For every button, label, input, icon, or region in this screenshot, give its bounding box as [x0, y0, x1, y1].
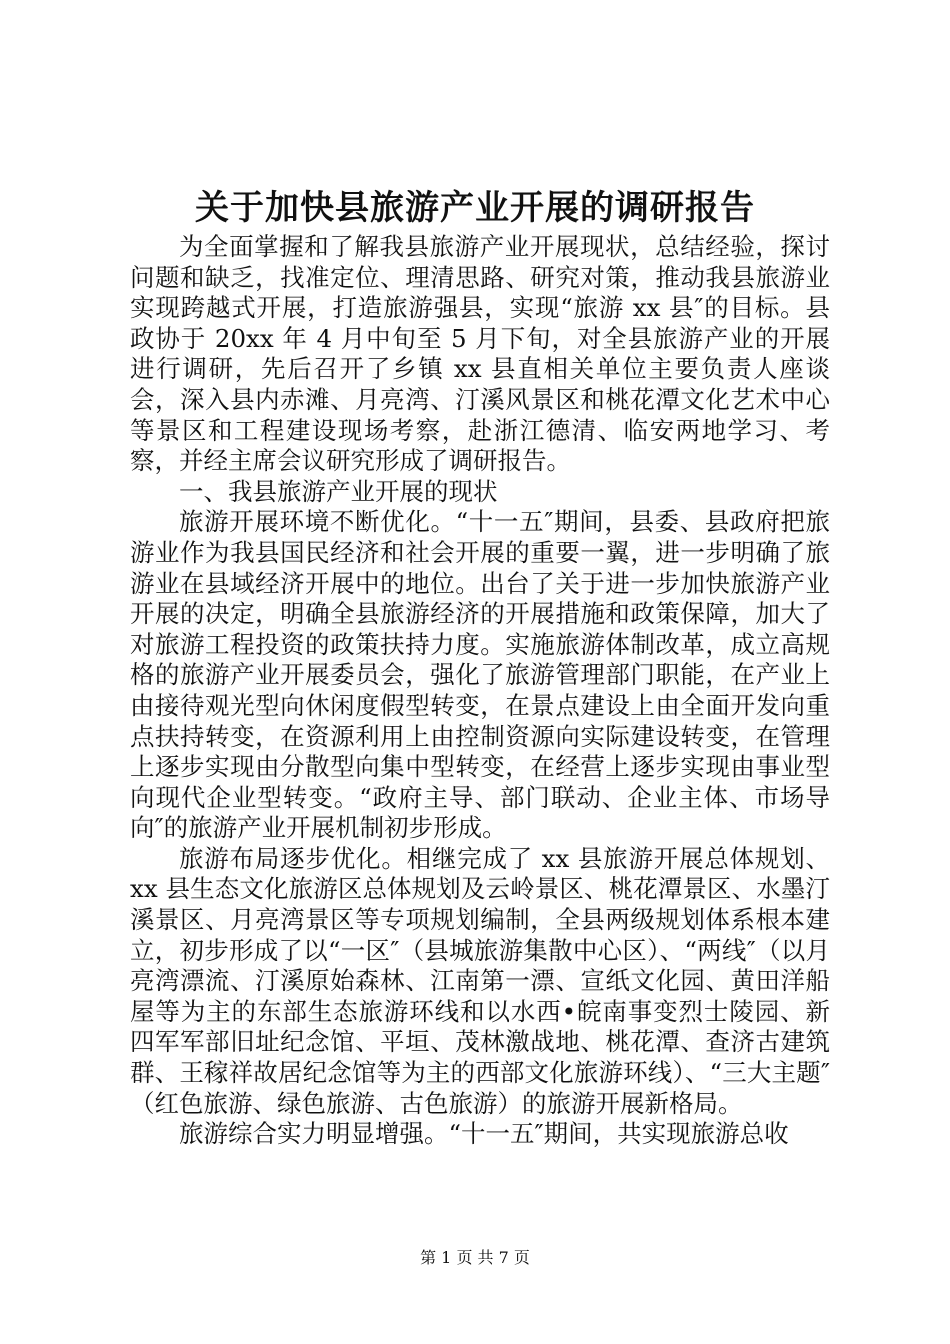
page-footer: 第 1 页 共 7 页 [420, 1248, 530, 1267]
paragraph-environment: 旅游开展环境不断优化。“十一五″期间，县委、县政府把旅游业作为我县国民经济和社会开展的重要一翼，进一步明确了旅游业在县域经济开展中的地位。出台了关于进一步加快旅游产业开展的决定，明确全县旅游经济的开展措施和政策保障，加大了对旅游工程投资的政策扶持力度。实施旅游体制改革，成立高规格的旅游产业开展委员会，强化了旅游管理部门职能，在产业上由接待观光型向休闲度假型转变，在景点建设上由全面开发向重点扶持转变，在资源利用上由控制资源向实际建设转变，在管理上逐步实现由分散型向集中型转变，在经营上逐步实现由事业型向现代企业型转变。“政府主导、部门联动、企业主体、市场导向″的旅游产业开展机制初步形成。 [130, 507, 830, 843]
section-heading: 一、我县旅游产业开展的现状 [179, 476, 498, 506]
paragraph-layout: 旅游布局逐步优化。相继完成了 xx 县旅游开展总体规划、xx 县生态文化旅游区总体规划及云岭景区、桃花潭景区、水墨汀溪景区、月亮湾景区等专项规划编制，全县两级规划体系根本建立，初步形成了以“一区″（县城旅游集散中心区）、“两线″（以月亮湾漂流、汀溪原始森林、江南第一漂、宣纸文化园、黄田洋船屋等为主的东部生态旅游环线和以水西•皖南事变烈士陵园、新四军军部旧址纪念馆、平垣、茂林激战地、桃花潭、查济古建筑群、王稼祥故居纪念馆等为主的西部文化旅游环线）、“三大主题″（红色旅游、绿色旅游、古色旅游）的旅游开展新格局。 [130, 843, 830, 1118]
document-body [130, 232, 830, 1150]
document-title: 关于加快县旅游产业开展的调研报告 [195, 188, 755, 228]
paragraph-intro: 为全面掌握和了解我县旅游产业开展现状，总结经验，探讨问题和缺乏，找准定位、理清思路、研究对策，推动我县旅游业实现跨越式开展，打造旅游强县，实现“旅游 xx 县″的目标。县政协于 20xx 年 4 月中旬至 5 月下旬，对全县旅游产业的开展进行调研，先后召开了乡镇 xx 县直相关单位主要负责人座谈会，深入县内赤滩、月亮湾、汀溪风景区和桃花潭文化艺术中心等景区和工程建设现场考察，赴浙江德清、临安两地学习、考察，并经主席会议研究形成了调研报告。 [130, 232, 830, 476]
paragraph-strength: 旅游综合实力明显增强。“十一五″期间，共实现旅游总收 [179, 1119, 789, 1149]
